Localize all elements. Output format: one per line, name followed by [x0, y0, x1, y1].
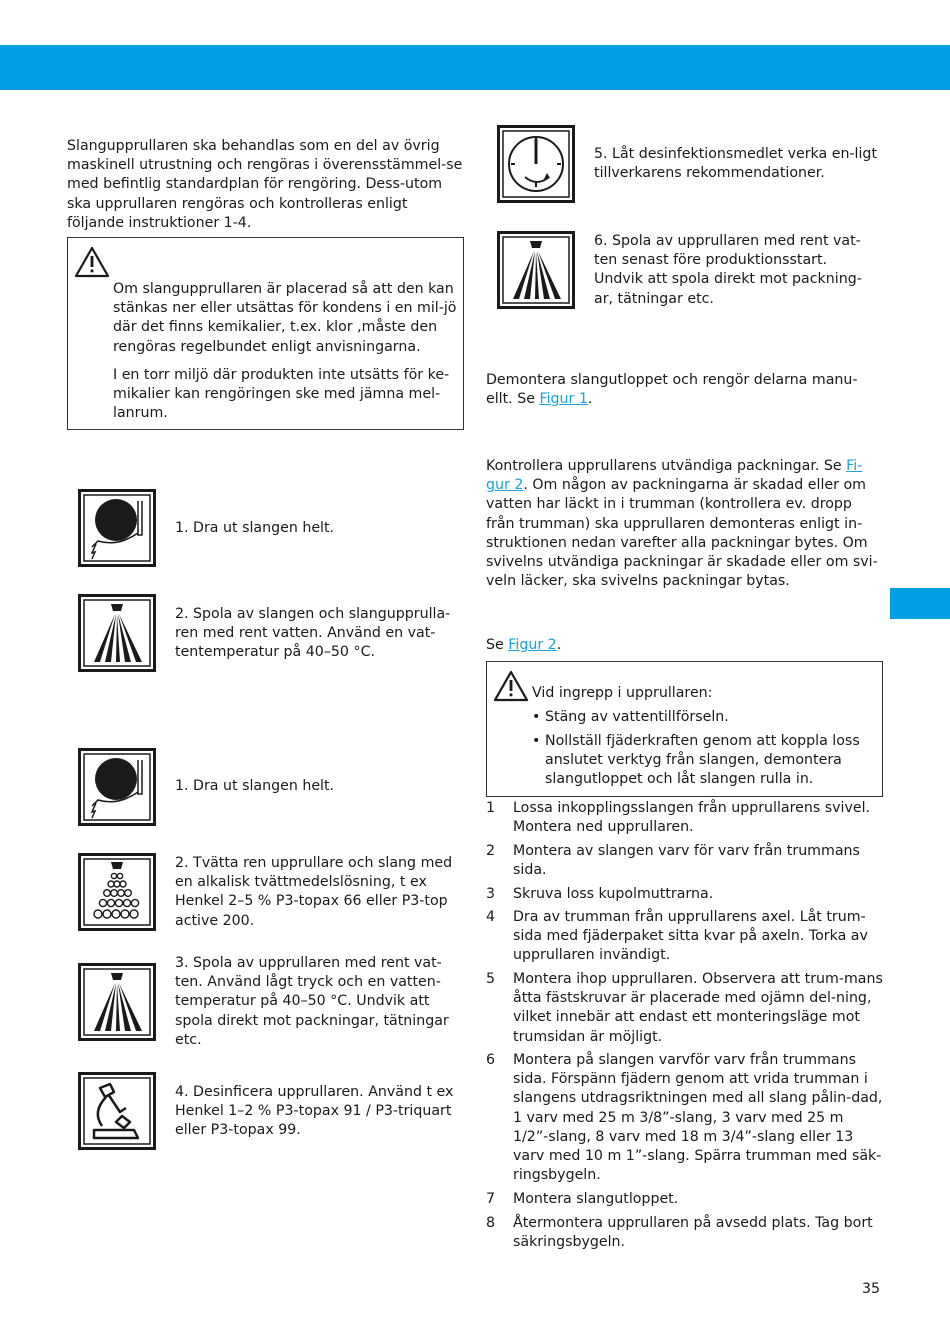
section-tab-marker: [890, 588, 950, 619]
se-figur-line: Se Figur 2.: [486, 637, 562, 653]
warning-lead: Vid ingrepp i upprullaren:: [532, 685, 713, 701]
step-text: 2. Spola av slangen och slangupprulla-ren med rent vatten. Använd en vat-tentemperatur på 40–50 °C.: [175, 606, 451, 661]
kontrollera-paragraph: Kontrollera upprullarens utvändiga packningar. Se Fi-gur 2. Om någon av packningarna är skadad eller om vatten har läckt in i trumman (kontrollera ev. dropp från trumman) ska upprullaren demonteras enligt in-struktionen nedan varefter alla packningar bytes. Om svivelns utvändiga packningar är skadade eller om svi-veln läcker, ska svivelns packningar bytas.: [486, 458, 878, 590]
rinse-spray-icon: [78, 963, 156, 1041]
hose-reel-icon: [78, 489, 156, 567]
header-band: [0, 45, 950, 90]
step-text: 1. Dra ut slangen helt.: [175, 520, 335, 536]
step-text: 1. Dra ut slangen helt.: [175, 778, 335, 794]
foam-wash-icon: [78, 853, 156, 931]
demontera-paragraph: Demontera slangutloppet och rengör delarna manu-ellt. Se Figur 1.: [486, 372, 858, 408]
step-text: 6. Spola av upprullaren med rent vat-ten senast före produktionsstart. Undvik att spola direkt mot packning-ar, tätningar etc.: [594, 233, 862, 307]
figure-2-link[interactable]: Figur 2: [508, 637, 557, 653]
hose-reel-icon: [78, 748, 156, 826]
warning-box-service: [486, 661, 883, 797]
figure-2-link[interactable]: Fi-gur 2: [486, 458, 863, 494]
warning-icon: [74, 246, 110, 278]
warning-bullet: • Nollställ fjäderkraften genom att koppla loss anslutet verktyg från slangen, demontera slangutloppet och låt slangen rulla in.: [545, 732, 875, 790]
disinfect-icon: [78, 1072, 156, 1150]
figure-1-link[interactable]: Figur 1: [539, 391, 588, 408]
warning-paragraph-1: Om slangupprullaren är placerad så att den kan stänkas ner eller utsättas för kondens i en mil-jö där det finns kemikalier, t.ex. klor ,måste den rengöras regelbundet enligt anvisningarna.: [113, 281, 457, 355]
step-text: 4. Desinficera upprullaren. Använd t ex Henkel 1–2 % P3-topax 91 / P3-triquart eller P3-topax 99.: [175, 1084, 454, 1139]
page-number: 35: [862, 1281, 881, 1297]
warning-icon: [493, 670, 529, 702]
warning-box-environment: [67, 237, 464, 430]
step-text: 3. Spola av upprullaren med rent vat-ten. Använd lågt tryck och en vatten-temperatur på 40–50 °C. Undvik att spola direkt mot packningar, tätningar etc.: [175, 955, 449, 1048]
step-text: 5. Låt desinfektionsmedlet verka en-ligt tillverkarens rekommendationer.: [594, 146, 878, 182]
intro-paragraph: Slangupprullaren ska behandlas som en del av övrig maskinell utrustning och rengöras i överensstämmel-se med befintlig standardplan för rengöring. Dess-utom ska upprullaren rengöras och kontrolleras enligt följande instruktioner 1-4.: [67, 138, 463, 231]
clock-icon: [497, 125, 575, 203]
rinse-spray-icon: [78, 594, 156, 672]
step-text: 2. Tvätta ren upprullare och slang med en alkalisk tvättmedelslösning, t ex Henkel 2–5 % P3-topax 66 eller P3-top active 200.: [175, 855, 453, 929]
warning-paragraph-2: I en torr miljö där produkten inte utsätts för ke-mikalier kan rengöringen ske med jämna mel-lanrum.: [113, 367, 450, 422]
warning-bullet: • Stäng av vattentillförseln.: [545, 708, 875, 727]
rinse-spray-icon: [497, 231, 575, 309]
